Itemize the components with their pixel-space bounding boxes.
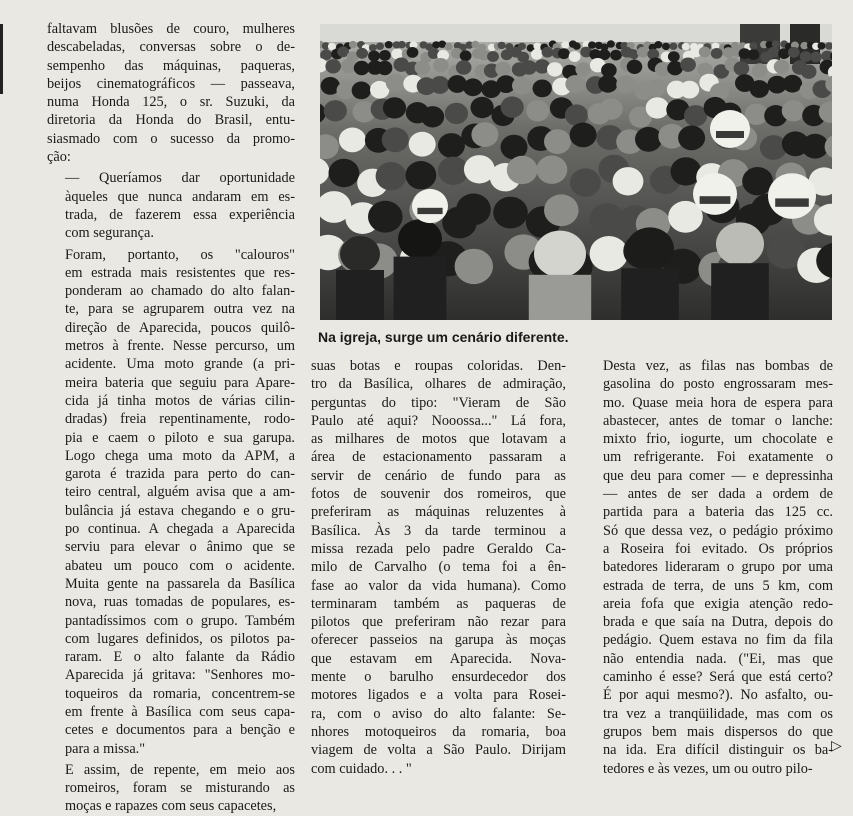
text-line: acidente. Uma moto grande (a pri- xyxy=(65,356,295,373)
text-line: fase ao valor da vida humana). Como xyxy=(311,577,566,594)
text-line: que deu para comer — e depressinha xyxy=(603,467,833,484)
text-line: as milhares de motos que lotavam a xyxy=(311,431,566,448)
text-line: siasmado com o sucesso da promo- xyxy=(47,130,295,147)
text-line: pilotos que preferiram não rezar para xyxy=(311,614,566,631)
text-line: Muita gente na passarela da Basílica xyxy=(65,575,295,592)
text-line: faltavam blusões de couro, mulheres xyxy=(47,21,295,37)
text-line: numa Honda 125, o sr. Suzuki, da xyxy=(47,94,295,111)
text-line: — antes de ser dada a ordem de xyxy=(603,486,833,503)
text-line: meira bateria que seguiu para Apare- xyxy=(65,374,295,391)
page-edge-mark xyxy=(0,24,3,94)
text-line: fotos de souvenir dos romeiros, que xyxy=(311,486,566,503)
photo-caption: Na igreja, surge um cenário diferente. xyxy=(318,329,569,345)
text-line: com segurança. xyxy=(65,225,154,242)
text-line: com lugares definidos, os pilotos pa- xyxy=(65,630,295,647)
text-line: missa rezada pelo padre Geraldo Ca- xyxy=(311,540,566,557)
text-line: oferecer passeios na garupa às moças xyxy=(311,632,566,649)
text-column-1 xyxy=(47,20,295,816)
text-line: mixto frio, iogurte, um chocolate e xyxy=(603,431,833,448)
text-line: brada e que saía na Dutra, depois do xyxy=(603,614,833,631)
text-line: ção: xyxy=(47,149,71,166)
text-line: mo. Quase meia hora de espera para xyxy=(603,394,833,411)
text-line: descabeladas, conversas sobre o de- xyxy=(47,39,295,56)
text-line: Logo chega uma moto da APM, a xyxy=(65,447,295,464)
text-line: cida já tinha motos de várias cilin- xyxy=(65,392,295,409)
text-line: pia e caem o piloto e sua garupa. xyxy=(65,429,295,446)
paragraph xyxy=(47,20,295,166)
text-line: serviu para elevar o ânimo que se xyxy=(65,539,295,556)
text-line: não entendia nada. ("Ei, mas que xyxy=(603,650,833,667)
text-line: partida para a bateria das 125 cc. xyxy=(603,504,833,521)
text-line: É por aqui mesmo?). No asfalto, ou- xyxy=(603,687,833,704)
text-line: Foram, portanto, os "calouros" xyxy=(65,246,295,263)
paragraph xyxy=(47,169,295,242)
text-line: E assim, de repente, em meio aos xyxy=(65,761,295,778)
text-line: em frente à Basílica com seus capa- xyxy=(65,703,295,720)
text-line: moças e rapazes com seus capacetes, xyxy=(65,798,277,815)
text-line: servir de cenário de fundo para as xyxy=(311,467,566,484)
crowd-photo xyxy=(320,24,832,320)
text-line: teiro central, alguém avisa que a am- xyxy=(65,484,295,501)
text-line: po continua. A chegada a Aparecida xyxy=(65,521,295,538)
text-line: àqueles que nunca andaram em es- xyxy=(65,188,295,205)
text-line: abateu um pouco com o acidente. xyxy=(65,557,295,574)
text-line: gasolina do posto engrossaram mes- xyxy=(603,376,833,393)
text-line: te, para se agruparem outra vez na xyxy=(65,301,295,318)
text-line: pedágio. Quem estava no fim da fila xyxy=(603,632,833,649)
text-line: diretoria da Honda do Brasil, entu- xyxy=(47,112,295,129)
text-line: área de estacionamento passaram a xyxy=(311,449,566,466)
text-line: metros à frente. Nesse percurso, um xyxy=(65,338,295,355)
text-column-2 xyxy=(311,357,566,778)
text-line: raram. E o alto falante da Rádio xyxy=(65,649,295,666)
text-line: tra vez a tranqüilidade, mas com os xyxy=(603,705,833,722)
text-line: toqueiros da romaria, concentrem-se xyxy=(65,685,295,702)
paragraph xyxy=(311,357,566,778)
text-line: dradas) freia repentinamente, rodo- xyxy=(65,411,295,428)
text-line: preferiram as máquinas reluzentes à xyxy=(311,504,566,521)
text-line: batedores lideraram o grupo por uma xyxy=(603,559,833,576)
text-line: Aparecida já gritava: "Senhores mo- xyxy=(65,667,295,684)
text-line: ra, com o aviso do alto falante: Se- xyxy=(311,705,566,722)
paragraph xyxy=(47,761,295,816)
text-line: mente o barulho ensurdecedor dos xyxy=(311,669,566,686)
text-line: que estavam em Aparecida. Nova- xyxy=(311,650,566,667)
paragraph xyxy=(47,246,295,758)
text-line: tedores e às vezes, um ou outro pilo- xyxy=(603,760,813,777)
text-line: um refrigerante. Foi exatamente o xyxy=(603,449,833,466)
text-line: em estrada mais resistentes que res- xyxy=(65,264,295,281)
text-line: para a missa." xyxy=(65,740,146,757)
text-line: suas botas e roupas coloridas. Den- xyxy=(311,358,566,374)
text-line: ponderam ao chamado do alto falan- xyxy=(65,283,295,300)
text-line: romeiros, foram se misturando as xyxy=(65,780,295,797)
text-line: milo de Carvalho (o tema foi a ên- xyxy=(311,559,566,576)
text-line: Desta vez, as filas nas bombas de xyxy=(603,358,833,374)
text-line: tro da Basílica, olhares de admiração, xyxy=(311,376,566,393)
text-column-3 xyxy=(585,357,833,778)
text-line: beijos cinematográficos — passeava, xyxy=(47,75,295,92)
text-line: Basílica. Às 3 da tarde terminou a xyxy=(311,522,566,539)
text-line: cetes e documentos para a benção e xyxy=(65,722,295,739)
text-line: sempenho das máquinas, paqueras, xyxy=(47,57,295,74)
text-line: perguntas do tipo: "Vieram de São xyxy=(311,394,566,411)
text-line: pantadíssimos com o grupo. Também xyxy=(65,612,295,629)
text-line: viagem de volta a São Paulo. Dirijam xyxy=(311,742,566,759)
text-line: bulância já estava chegando e o gru- xyxy=(65,502,295,519)
text-line: caminho é esse? Será que está certo? xyxy=(603,669,833,686)
text-line: estrada de terra, de uns 5 km, com xyxy=(603,577,833,594)
text-line: terminaram também as paqueras de xyxy=(311,595,566,612)
text-line: Paulo até aqui? Nooossa..." Lá fora, xyxy=(311,412,566,429)
text-line: garota é trazida para perto do can- xyxy=(65,466,295,483)
text-line: abastecer, antes de tomar o lanche: xyxy=(603,412,833,429)
paragraph xyxy=(585,357,833,778)
text-line: Só que dessa vez, o pedágio próximo xyxy=(603,522,833,539)
continue-arrow-icon: ▷ xyxy=(831,738,842,754)
text-line: grupos bem mais dispersos do que xyxy=(603,723,833,740)
text-line: — Queríamos dar oportunidade xyxy=(65,170,295,187)
text-line: motores ligados e a volta para Rosei- xyxy=(311,687,566,704)
text-line: a Roseira foi evitado. Os próprios xyxy=(603,540,833,557)
text-line: direção de Aparecida, poucos quilô- xyxy=(65,319,295,336)
text-line: areia fofa que exigia atenção redo- xyxy=(603,595,833,612)
text-line: com cuidado. . . " xyxy=(311,760,412,777)
motorcyclists-in-church-image xyxy=(320,24,832,320)
text-line: nova, ruas tomadas de populares, es- xyxy=(65,594,295,611)
text-line: na ida. Era difícil distinguir os ba- xyxy=(603,742,833,759)
text-line: trada, de fazerem essa experiência xyxy=(65,206,295,223)
text-line: nhores motoqueiros da romaria, boa xyxy=(311,723,566,740)
